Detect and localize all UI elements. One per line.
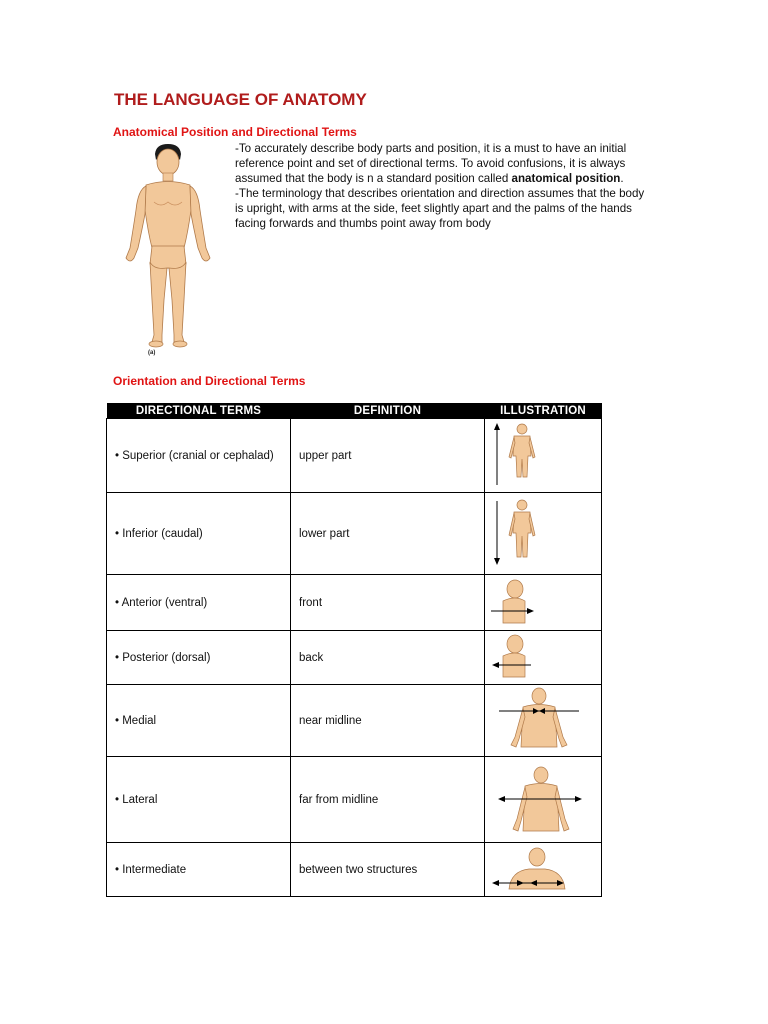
illustration-cell <box>485 631 602 685</box>
term-cell: • Posterior (dorsal) <box>107 631 291 685</box>
table-row <box>107 575 602 631</box>
definition-cell: far from midline <box>291 757 485 843</box>
table-row <box>107 685 602 757</box>
figure-label: (a) <box>148 350 156 356</box>
lateral-illustration-icon <box>487 759 597 839</box>
table-row <box>107 493 602 575</box>
intermediate-illustration-icon <box>487 845 597 895</box>
table-row <box>107 843 602 897</box>
illustration-cell <box>485 575 602 631</box>
table-header-row <box>107 403 602 419</box>
intro-text <box>235 141 655 231</box>
table-row <box>107 631 602 685</box>
table-row <box>107 419 602 493</box>
term-cell: • Intermediate <box>107 843 291 897</box>
illustration-cell <box>485 757 602 843</box>
anatomical-position-term: anatomical position <box>511 172 621 185</box>
definition-cell: lower part <box>291 493 485 575</box>
page-title: THE LANGUAGE OF ANATOMY <box>114 90 367 109</box>
superior-illustration-icon <box>487 421 547 489</box>
anatomical-position-figure <box>118 140 218 362</box>
illustration-cell <box>485 685 602 757</box>
directional-terms-table <box>106 403 602 897</box>
header-illustration: ILLUSTRATION <box>485 403 602 419</box>
term-cell: • Superior (cranial or cephalad) <box>107 419 291 493</box>
anterior-illustration-icon <box>487 577 547 629</box>
posterior-illustration-icon <box>487 633 547 683</box>
inferior-illustration-icon <box>487 495 547 571</box>
definition-cell: near midline <box>291 685 485 757</box>
term-cell: • Medial <box>107 685 291 757</box>
table-row <box>107 757 602 843</box>
medial-illustration-icon <box>487 687 597 755</box>
header-directional-terms: DIRECTIONAL TERMS <box>107 403 291 419</box>
intro-paragraph-2: -The terminology that describes orientation and direction assumes that the body is upright, with arms at the side, feet slightly apart and the palms of the hands facing forwards and thumbs point away from body <box>235 187 645 230</box>
section-heading-anatomical-position: Anatomical Position and Directional Terms <box>113 125 357 139</box>
definition-cell: back <box>291 631 485 685</box>
definition-cell: front <box>291 575 485 631</box>
intro-paragraph-1: -To accurately describe body parts and position, it is a must to have an initial reference point and set of directional terms. To avoid confusions, it is always assumed that the body is n a standard position called anatomical position. <box>235 142 627 185</box>
term-cell: • Inferior (caudal) <box>107 493 291 575</box>
definition-cell: upper part <box>291 419 485 493</box>
illustration-cell <box>485 493 602 575</box>
term-cell: • Anterior (ventral) <box>107 575 291 631</box>
term-cell: • Lateral <box>107 757 291 843</box>
illustration-cell <box>485 419 602 493</box>
definition-cell: between two structures <box>291 843 485 897</box>
header-definition: DEFINITION <box>291 403 485 419</box>
section-heading-orientation: Orientation and Directional Terms <box>113 374 306 388</box>
illustration-cell <box>485 843 602 897</box>
